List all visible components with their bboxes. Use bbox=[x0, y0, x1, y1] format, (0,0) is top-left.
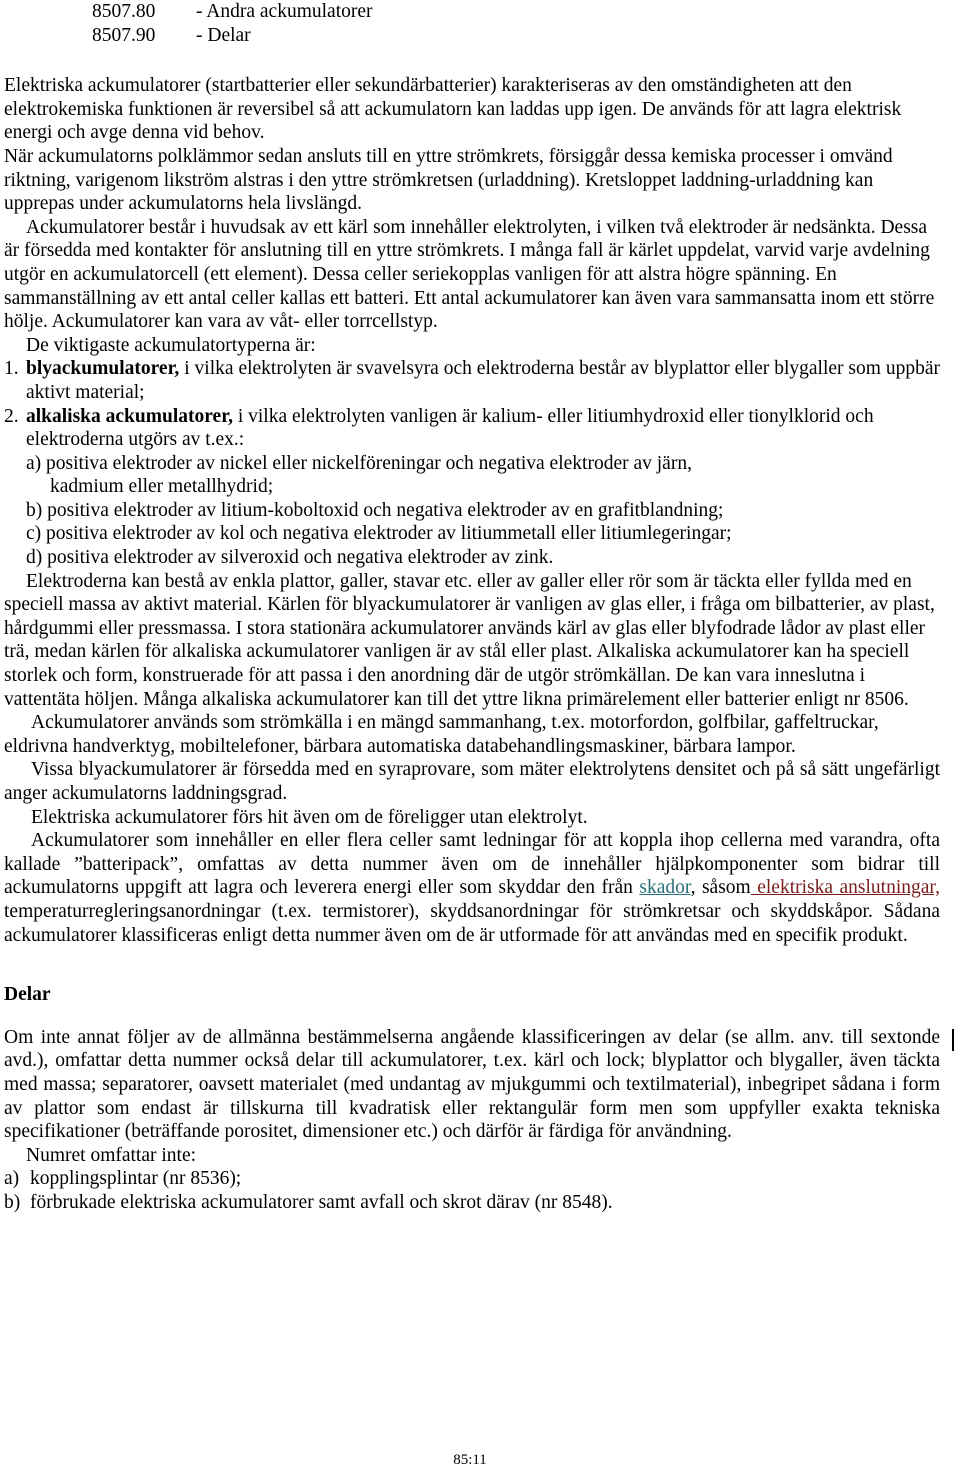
subtype-item bbox=[4, 452, 940, 476]
battery-pack-text: , såsom bbox=[690, 877, 751, 899]
hydrometer-paragraph: Vissa blyackumulatorer är försedda med en syraprovare, som mäter elektrolytens densitet och på så sätt ungefärligt anger ackumulatorns laddningsgrad. bbox=[4, 759, 940, 804]
subtype-item bbox=[4, 522, 940, 546]
exclusion-text: kopplingsplintar (nr 8536); bbox=[30, 1168, 242, 1190]
section-heading-delar: Delar bbox=[4, 984, 51, 1006]
page-number: 85:11 bbox=[453, 1452, 487, 1468]
subtype-item bbox=[4, 546, 940, 570]
subtype-text: c) positiva elektroder av kol och negativa elektroder av litiummetall eller litiumlegeringar; bbox=[26, 523, 732, 545]
subtype-text: b) positiva elektroder av litium-koboltoxid och negativa elektroder av en grafitblandning; bbox=[26, 499, 724, 521]
anslutningar-link[interactable]: elektriska anslutningar, bbox=[750, 877, 941, 899]
code-row bbox=[92, 0, 940, 24]
construction-paragraph: Ackumulatorer består i huvudsak av ett kärl som innehåller elektrolyten, i vilken två elektroder är nedsänkta. Dessa är försedda med kontakter för anslutning till en yttre strömkrets. I många fall är kärlet uppdelat, varvid varje avdelning utgör en ackumulatorcell (ett element). Dessa celler seriekopplas vanligen för att alstra högre spänning. En sammanställning av ett antal celler kallas ett batteri. Ett antal ackumulatorer kan även vara sammansatta inom ett större hölje. Ackumulatorer kan vara av våt- eller torrcellstyp. bbox=[4, 216, 935, 333]
exclusion-item bbox=[4, 1191, 940, 1215]
code-label: - Andra ackumulatorer bbox=[196, 1, 373, 22]
type-name: blyackumulatorer, bbox=[26, 358, 180, 380]
document-page bbox=[4, 0, 940, 1215]
exclusion-label: b) bbox=[4, 1191, 21, 1213]
skador-link[interactable]: skador bbox=[639, 877, 691, 899]
subtype-continuation bbox=[4, 475, 940, 499]
exclusion-text: förbrukade elektriska ackumulatorer samt avfall och skrot därav (nr 8548). bbox=[30, 1191, 613, 1213]
subtype-item bbox=[4, 499, 940, 523]
code-number: 8507.90 bbox=[92, 24, 156, 46]
code-label: - Delar bbox=[196, 24, 251, 46]
code-number: 8507.80 bbox=[92, 1, 156, 22]
exclusions-intro: Numret omfattar inte: bbox=[26, 1144, 197, 1166]
subtype-text: kadmium eller metallhydrid; bbox=[50, 476, 274, 498]
discharge-paragraph: När ackumulatorns polklämmor sedan ansluts till en yttre strömkrets, försiggår dessa kemiska processer i omvänd riktning, varigenom likström alstras i den yttre strömkretsen (urladdning). Kretsloppet laddning-urladdning kan upprepas under ackumulatorns hela livslängd. bbox=[4, 145, 893, 215]
electrolyte-paragraph: Elektriska ackumulatorer förs hit även om de föreligger utan elektrolyt. bbox=[31, 806, 588, 828]
parts-paragraph: Om inte annat följer av de allmänna bestämmelserna angående klassificeringen av delar (se allm. anv. till sextonde avd.), omfattar detta nummer också delar till ackumulatorer, t.ex. kärl och lock; blyplattor och blygaller, även täckta med massa; separatorer, oavsett materialet (med undantag av mjukgummi och textilmaterial), inbegripet sådana i form av plattor som endast är tillskurna till kvadratisk eller rektangulär form men som uppfyller exakta tekniska specifikationer (beträffande porositet, dimensioner etc.) och därför är färdiga för användning. bbox=[4, 1026, 940, 1143]
type-item-alkaline bbox=[4, 405, 940, 452]
type-description: i vilka elektrolyten är svavelsyra och elektroderna består av blyplattor eller blygaller som uppbär aktivt material; bbox=[26, 358, 940, 403]
subtype-text: d) positiva elektroder av silveroxid och negativa elektroder av zink. bbox=[26, 547, 554, 569]
types-intro: De viktigaste ackumulatortyperna är: bbox=[26, 334, 316, 356]
intro-paragraph: Elektriska ackumulatorer (startbatterier eller sekundärbatterier) karakteriseras av den omständigheten att den elektrokemiska funktionen är reversibel så att ackumulatorn kan laddas upp igen. De används för att lagra elektrisk energi och avge denna vid behov. bbox=[4, 75, 902, 144]
type-name: alkaliska ackumulatorer, bbox=[26, 405, 233, 427]
code-row bbox=[92, 24, 940, 48]
battery-pack-text: temperaturregleringsanordningar (t.ex. termistorer), skyddsanordningar för strömkretsar och skyddskåpor. Sådana ackumulatorer klassificeras enligt detta nummer även om de är utformade för att användas med en specifik produkt. bbox=[4, 900, 940, 946]
tariff-codes bbox=[4, 0, 940, 47]
exclusion-item bbox=[4, 1167, 940, 1191]
revision-bar bbox=[952, 1029, 954, 1051]
item-number: 1. bbox=[4, 358, 19, 380]
usage-paragraph: Ackumulatorer används som strömkälla i en mängd sammanhang, t.ex. motorfordon, golfbilar, gaffeltruckar, eldrivna handverktyg, mobiltelefoner, bärbara automatiska databehandlingsmaskiner, bärbara lampor. bbox=[4, 712, 879, 757]
type-item-lead bbox=[4, 357, 940, 404]
battery-pack-paragraph bbox=[4, 829, 940, 947]
exclusion-label: a) bbox=[4, 1168, 20, 1190]
subtype-text: a) positiva elektroder av nickel eller nickelföreningar och negativa elektroder av järn, bbox=[26, 452, 692, 474]
battery-pack-text: Ackumulatorer som innehåller en eller flera celler samt ledningar för att koppla ihop cellerna med varandra, ofta kallade ”batteripack”, omfattas av detta nummer även om de innehåller hjälpkomponenter som bidrar till ackumulatorns uppgift att lagra och leverera energi eller som skyddar den från bbox=[4, 830, 940, 899]
electrodes-paragraph: Elektroderna kan bestå av enkla plattor, galler, stavar etc. eller av galler eller rör som är täckta eller fyllda med en speciell massa av aktivt material. Kärlen för blyackumulatorer är vanligen av glas eller, i fråga om bilbatterier, av plast, hårdgummi eller pressmassa. I stora stationära ackumulatorer används kärl av glas eller blyfodrade lådor av plast eller trä, medan kärlen för alkaliska ackumulatorer vanligen är av stål eller plast. Alkaliska ackumulatorer kan ha speciell storlek och form, konstruerade för att passa i den anordning där de utgör strömkällan. De kan vara inneslutna i vattentäta höljen. Många alkaliska ackumulatorer kan till det yttre likna primärelement eller batterier enligt nr 8506. bbox=[4, 570, 935, 710]
type-description: i vilka elektrolyten vanligen är kalium- eller litiumhydroxid eller tionylklorid och elektroderna utgörs av t.ex.: bbox=[26, 405, 874, 451]
item-number: 2. bbox=[4, 405, 19, 427]
